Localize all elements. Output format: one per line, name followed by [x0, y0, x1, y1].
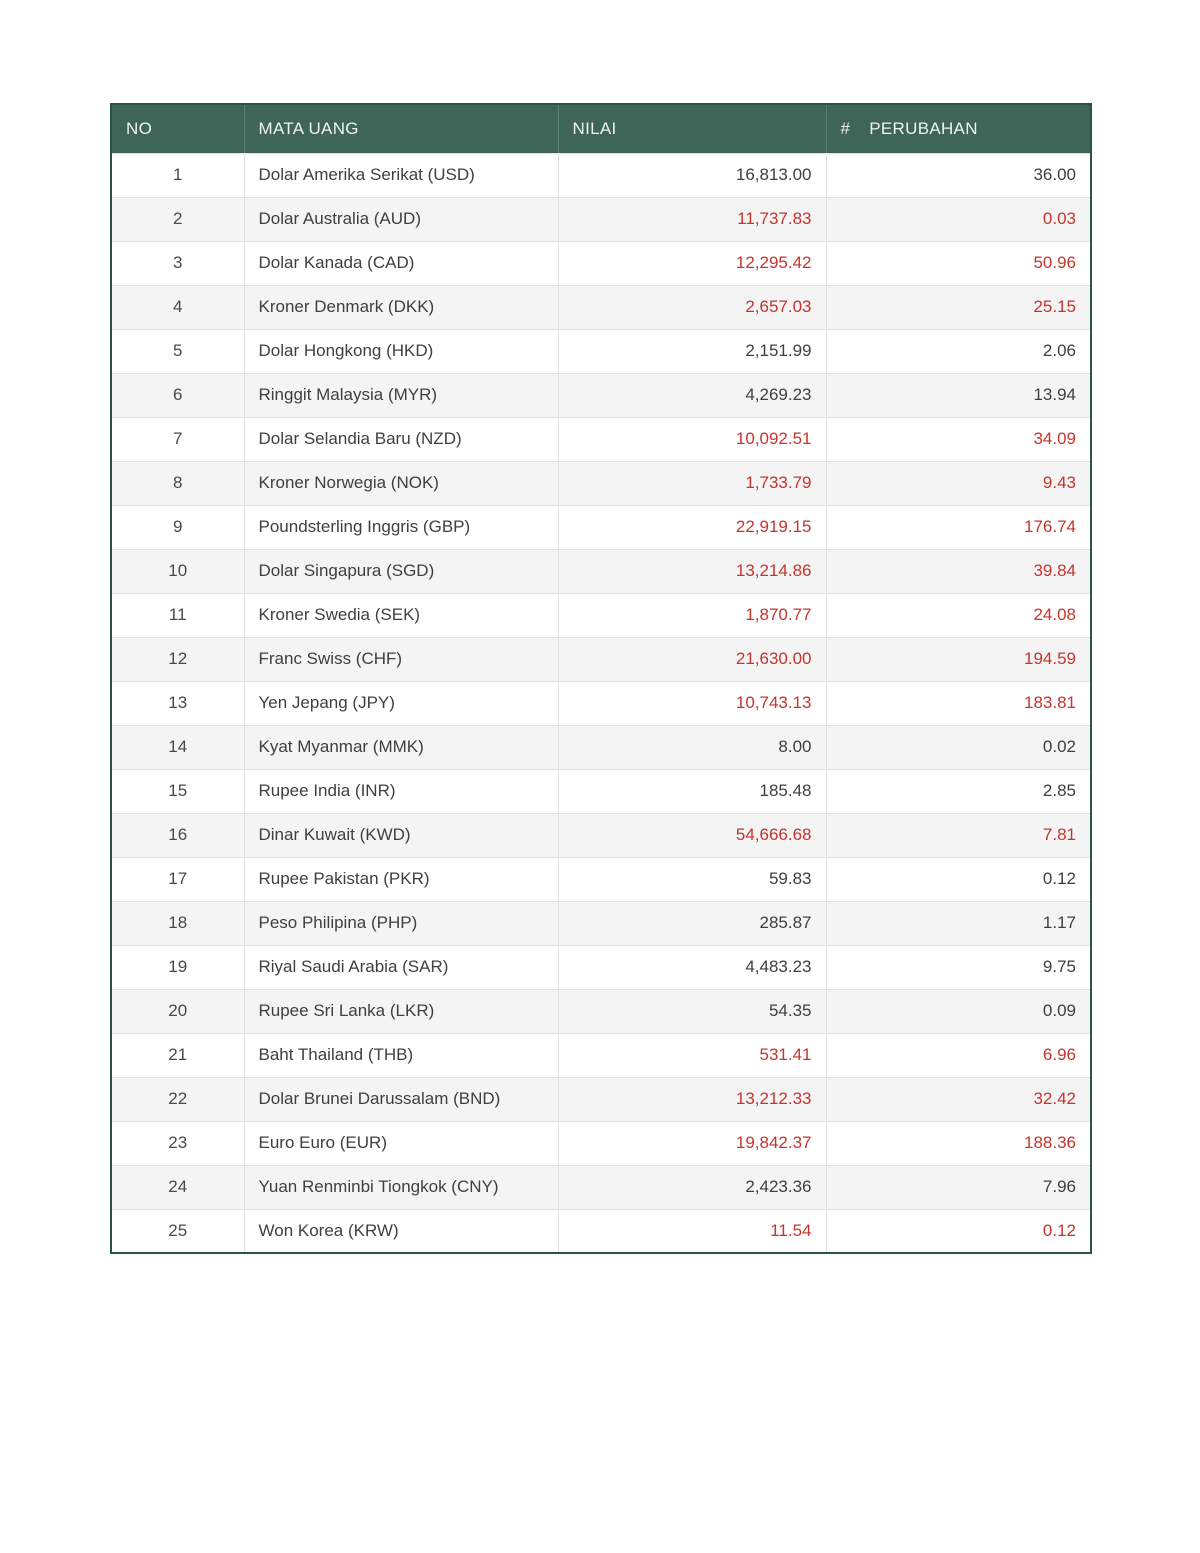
cell-perubahan-value: 7.96: [826, 1165, 1091, 1209]
cell-row-number: 11: [111, 593, 244, 637]
currency-table: [110, 103, 1092, 1254]
cell-perubahan-value: 176.74: [826, 505, 1091, 549]
cell-currency-name: Dolar Brunei Darussalam (BND): [244, 1077, 558, 1121]
cell-row-number: 16: [111, 813, 244, 857]
cell-perubahan-value: 183.81: [826, 681, 1091, 725]
cell-nilai-value: 8.00: [558, 725, 826, 769]
cell-nilai-value: 10,743.13: [558, 681, 826, 725]
cell-row-number: 4: [111, 285, 244, 329]
cell-nilai-value: 13,212.33: [558, 1077, 826, 1121]
cell-perubahan-value: 1.17: [826, 901, 1091, 945]
cell-currency-name: Dolar Australia (AUD): [244, 197, 558, 241]
table-row: [111, 549, 1091, 593]
cell-currency-name: Kroner Norwegia (NOK): [244, 461, 558, 505]
cell-currency-name: Rupee Sri Lanka (LKR): [244, 989, 558, 1033]
cell-perubahan-value: 194.59: [826, 637, 1091, 681]
cell-nilai-value: 19,842.37: [558, 1121, 826, 1165]
table-row: [111, 1165, 1091, 1209]
cell-row-number: 12: [111, 637, 244, 681]
cell-perubahan-value: 34.09: [826, 417, 1091, 461]
cell-row-number: 3: [111, 241, 244, 285]
cell-perubahan-value: 24.08: [826, 593, 1091, 637]
table-body: [111, 153, 1091, 1253]
table-row: [111, 417, 1091, 461]
cell-perubahan-value: 9.43: [826, 461, 1091, 505]
header-no: NO: [111, 104, 244, 153]
table-row: [111, 813, 1091, 857]
cell-currency-name: Kroner Denmark (DKK): [244, 285, 558, 329]
table-row: [111, 769, 1091, 813]
cell-currency-name: Riyal Saudi Arabia (SAR): [244, 945, 558, 989]
cell-row-number: 17: [111, 857, 244, 901]
table-row: [111, 373, 1091, 417]
header-nilai: NILAI: [558, 104, 826, 153]
table-row: [111, 593, 1091, 637]
cell-currency-name: Yuan Renminbi Tiongkok (CNY): [244, 1165, 558, 1209]
cell-currency-name: Dolar Selandia Baru (NZD): [244, 417, 558, 461]
cell-currency-name: Kyat Myanmar (MMK): [244, 725, 558, 769]
cell-row-number: 21: [111, 1033, 244, 1077]
cell-nilai-value: 11.54: [558, 1209, 826, 1253]
cell-nilai-value: 21,630.00: [558, 637, 826, 681]
cell-perubahan-value: 2.85: [826, 769, 1091, 813]
cell-perubahan-value: 0.12: [826, 1209, 1091, 1253]
table-row: [111, 241, 1091, 285]
cell-row-number: 25: [111, 1209, 244, 1253]
cell-nilai-value: 59.83: [558, 857, 826, 901]
table-header-row: [111, 104, 1091, 153]
cell-perubahan-value: 7.81: [826, 813, 1091, 857]
table-row: [111, 945, 1091, 989]
table-row: [111, 1077, 1091, 1121]
cell-row-number: 7: [111, 417, 244, 461]
cell-nilai-value: 2,151.99: [558, 329, 826, 373]
cell-nilai-value: 4,269.23: [558, 373, 826, 417]
cell-nilai-value: 2,657.03: [558, 285, 826, 329]
table-row: [111, 901, 1091, 945]
cell-row-number: 15: [111, 769, 244, 813]
cell-nilai-value: 1,733.79: [558, 461, 826, 505]
cell-row-number: 13: [111, 681, 244, 725]
cell-row-number: 6: [111, 373, 244, 417]
table-row: [111, 857, 1091, 901]
table-row: [111, 1209, 1091, 1253]
cell-nilai-value: 4,483.23: [558, 945, 826, 989]
header-perubahan: [826, 104, 1091, 153]
cell-nilai-value: 10,092.51: [558, 417, 826, 461]
cell-row-number: 18: [111, 901, 244, 945]
cell-currency-name: Dolar Amerika Serikat (USD): [244, 153, 558, 197]
table-row: [111, 1033, 1091, 1077]
table-row: [111, 637, 1091, 681]
table-row: [111, 329, 1091, 373]
cell-row-number: 22: [111, 1077, 244, 1121]
cell-row-number: 8: [111, 461, 244, 505]
cell-perubahan-value: 188.36: [826, 1121, 1091, 1165]
cell-nilai-value: 22,919.15: [558, 505, 826, 549]
table-row: [111, 681, 1091, 725]
table-row: [111, 1121, 1091, 1165]
cell-row-number: 14: [111, 725, 244, 769]
cell-row-number: 9: [111, 505, 244, 549]
cell-row-number: 23: [111, 1121, 244, 1165]
cell-row-number: 20: [111, 989, 244, 1033]
cell-nilai-value: 54.35: [558, 989, 826, 1033]
table-row: [111, 461, 1091, 505]
cell-perubahan-value: 13.94: [826, 373, 1091, 417]
cell-currency-name: Dolar Hongkong (HKD): [244, 329, 558, 373]
cell-row-number: 2: [111, 197, 244, 241]
cell-nilai-value: 185.48: [558, 769, 826, 813]
cell-currency-name: Won Korea (KRW): [244, 1209, 558, 1253]
cell-row-number: 5: [111, 329, 244, 373]
cell-currency-name: Peso Philipina (PHP): [244, 901, 558, 945]
cell-perubahan-value: 2.06: [826, 329, 1091, 373]
cell-row-number: 24: [111, 1165, 244, 1209]
cell-nilai-value: 12,295.42: [558, 241, 826, 285]
cell-perubahan-value: 6.96: [826, 1033, 1091, 1077]
cell-nilai-value: 16,813.00: [558, 153, 826, 197]
cell-currency-name: Dolar Singapura (SGD): [244, 549, 558, 593]
cell-perubahan-value: 32.42: [826, 1077, 1091, 1121]
cell-currency-name: Baht Thailand (THB): [244, 1033, 558, 1077]
cell-nilai-value: 13,214.86: [558, 549, 826, 593]
cell-nilai-value: 11,737.83: [558, 197, 826, 241]
cell-perubahan-value: 0.09: [826, 989, 1091, 1033]
cell-perubahan-value: 50.96: [826, 241, 1091, 285]
cell-perubahan-value: 25.15: [826, 285, 1091, 329]
cell-currency-name: Dolar Kanada (CAD): [244, 241, 558, 285]
cell-perubahan-value: 39.84: [826, 549, 1091, 593]
cell-perubahan-value: 36.00: [826, 153, 1091, 197]
cell-currency-name: Rupee Pakistan (PKR): [244, 857, 558, 901]
cell-currency-name: Dinar Kuwait (KWD): [244, 813, 558, 857]
cell-nilai-value: 531.41: [558, 1033, 826, 1077]
cell-row-number: 1: [111, 153, 244, 197]
cell-currency-name: Ringgit Malaysia (MYR): [244, 373, 558, 417]
cell-currency-name: Kroner Swedia (SEK): [244, 593, 558, 637]
cell-perubahan-value: 0.02: [826, 725, 1091, 769]
cell-currency-name: Euro Euro (EUR): [244, 1121, 558, 1165]
cell-nilai-value: 1,870.77: [558, 593, 826, 637]
table-row: [111, 153, 1091, 197]
table-row: [111, 505, 1091, 549]
cell-nilai-value: 54,666.68: [558, 813, 826, 857]
cell-row-number: 10: [111, 549, 244, 593]
cell-perubahan-value: 9.75: [826, 945, 1091, 989]
cell-perubahan-value: 0.03: [826, 197, 1091, 241]
cell-perubahan-value: 0.12: [826, 857, 1091, 901]
cell-currency-name: Rupee India (INR): [244, 769, 558, 813]
cell-currency-name: Poundsterling Inggris (GBP): [244, 505, 558, 549]
header-perubahan-label: PERUBAHAN: [869, 118, 978, 138]
table-row: [111, 989, 1091, 1033]
currency-table-container: [110, 103, 1090, 1254]
table-row: [111, 725, 1091, 769]
cell-currency-name: Yen Jepang (JPY): [244, 681, 558, 725]
table-row: [111, 197, 1091, 241]
hash-symbol: #: [840, 118, 851, 138]
cell-row-number: 19: [111, 945, 244, 989]
cell-nilai-value: 2,423.36: [558, 1165, 826, 1209]
table-row: [111, 285, 1091, 329]
cell-currency-name: Franc Swiss (CHF): [244, 637, 558, 681]
cell-nilai-value: 285.87: [558, 901, 826, 945]
header-mata-uang: MATA UANG: [244, 104, 558, 153]
